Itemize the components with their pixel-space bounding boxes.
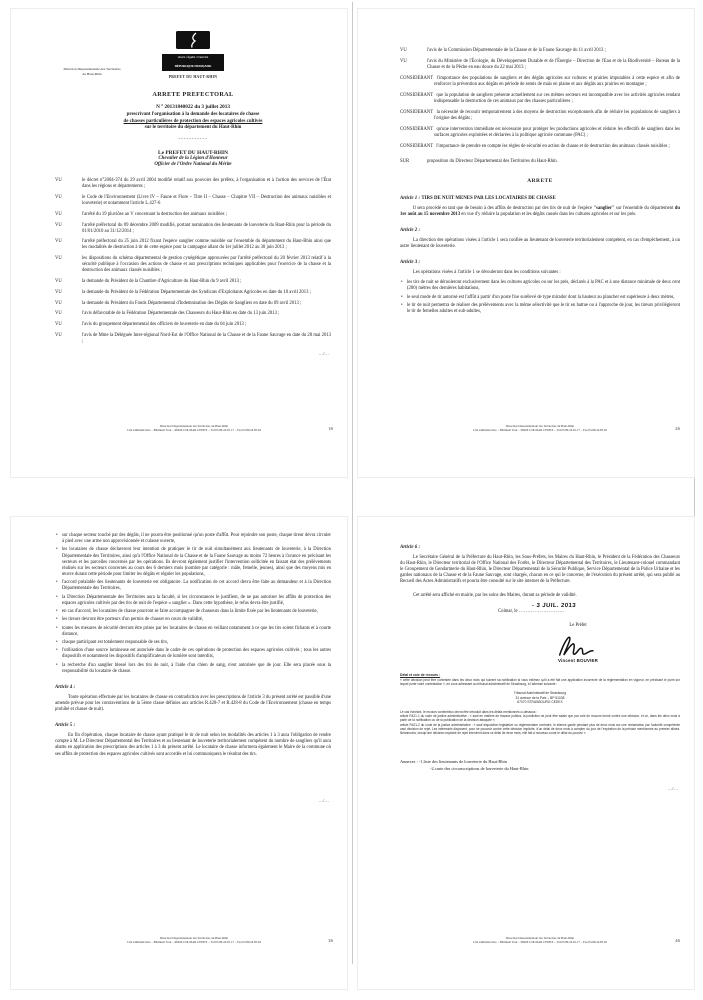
- vu-item: [55, 212, 331, 218]
- footer-line-1: Direction Départementale des Territoires du Haut-Rhin: [505, 935, 575, 940]
- vu-label: VU: [55, 195, 62, 201]
- considerant-text: la nécessité de recourir temporairement à des moyens de destruction exceptionnels afin de réduire les populations de sangliers à l'origine des dégâts ;: [434, 109, 681, 122]
- considerant-item: [400, 127, 680, 139]
- page-1: [10, 8, 348, 478]
- date-line: [492, 602, 664, 614]
- vu-item: [55, 322, 331, 328]
- prefect-title: Le PREFET DU HAUT-RHIN: [158, 149, 228, 156]
- considerant-label: CONSIDERANT: [400, 127, 434, 133]
- page-footer: [55, 936, 333, 945]
- agency-name-block: [33, 67, 151, 76]
- vu-item: [55, 301, 331, 307]
- date-dotted-line: ..........................: [518, 608, 565, 614]
- vu-item: [400, 59, 680, 71]
- appeal-paragraph-1: « cette décision peut être contestée dans les deux mois qui suivent sa notification si vous estimez qu'il a été fait une application incorrecte de la réglementation en vigueur, en précisant le point sur lequel porte votre contestation », en vous adressant au tribunal administratif de Strasbourg, à l'adresse suivante :: [400, 677, 680, 686]
- condition-item: • la recherche d'un sanglier blessé lors des tirs de nuit, à l'aide d'un chien de sang, n'est autorisée que de jour. Elle sera placée sous la responsabilité du locataire de chasse.: [55, 663, 331, 675]
- separator-rule: -----------: [178, 136, 208, 142]
- considerant-label: CONSIDERANT: [400, 92, 434, 98]
- prefect-honor-2: Officier de l'Ordre National du Mérite: [154, 162, 232, 168]
- condition-item: • les tirs de nuit se dérouleront exclusivement dans les cultures agricoles ou sur les prés, déclarés à la PAC et à une distance minimale de deux cent (200) mètres des dernières habitations,: [400, 280, 680, 292]
- footer-line-1: Direction Départementale des Territoires du Haut-Rhin: [159, 423, 229, 428]
- footer-line-2: Cité administrative – Bâtiment Tour – 68026 COLMAR CEDEX – Tél.03.89.24.81.17 – Fax.03.89.24.85.62: [126, 940, 262, 945]
- considerant-text: que la population de sangliers présente actuellement sur ces mêmes secteurs est incompatible avec les activités agricoles rendant indispensable la destruction de ces animaux par des chasses particulières ;: [434, 92, 680, 104]
- article-3-label: Article 3 :: [400, 260, 421, 266]
- vu-text: l'avis de la Commission Départementale de la Chasse et de la Faune Sauvage du 11 avril 2013 ;: [427, 48, 606, 53]
- scan-artifact-line: [352, 2, 353, 964]
- vu-label: VU: [400, 48, 407, 53]
- appeal-paragraph-2: Le cas échéant, le recours contentieux devra être introduit dans les délais mentionnés ci-dessous :: [400, 709, 538, 714]
- condition-item: • les locataires de chasse déclareront leur intention de pratiquer le tir de nuit simultanément aux lieutenants de louveterie, à la Direction Départementale des Territoires, ainsi qu'à l'Office National de la Chasse et de la Faune Sauvage au moins 72 heures à l'avance en précisant les secteurs et les parcelles concernés par les opérations. Ils devront également justifier l'intervention sollicitée en faisant état des prélèvements réalisés sur les secteurs concernés au cours des 6 derniers mois (nombre par catégorie : mâle, femelle, jeunes), ainsi que des moyens mis en œuvre durant cette période pour limiter les dégâts et réguler les populations,: [55, 547, 331, 578]
- subtitle-line-2: de chasses particulières de protection des espaces agricoles cultivés: [123, 118, 263, 124]
- vu-label: VU: [55, 332, 62, 338]
- article-1-label: Article 1 :: [400, 195, 421, 201]
- considerant-item: [400, 76, 680, 88]
- continuation-mark: …/…: [318, 797, 329, 803]
- considerant-item: [400, 144, 680, 150]
- vu-label: VU: [55, 300, 62, 306]
- agency-line-1: Direction Départementale des Territoires: [63, 67, 121, 71]
- vu-text: l'arrêté préfectoral du 09 décembre 2009 modifié, portant nomination des lieutenants de louveterie du Haut-Rhin pour la période du 01/01/2010 au 31/12/2014 ;: [82, 222, 331, 234]
- vu-label: VU: [55, 279, 62, 285]
- condition-item: • chaque participant est totalement responsable de ses tirs,: [55, 640, 331, 646]
- considerant-item: [400, 93, 680, 105]
- continuation-mark: …/…: [318, 350, 329, 356]
- article-1-text-1: Il sera procédé en tant que de besoin à des affûts de destruction par des tirs de nuit de l'espèce: [413, 205, 594, 211]
- date-label: Colmar, le: [498, 608, 518, 614]
- signer-title: Le Préfet: [569, 622, 587, 628]
- vu-text: l'arrêté préfectoral du 25 juin 2012 fixant l'espèce sanglier comme nuisible sur l'ensemble du département du Haut-Rhin ainsi que les modalités de destruction à tir de cette espèce pour la campagne allant du 1er juillet 2012 au 30 juin 2013 ;: [82, 239, 331, 251]
- footer-line-1: Direction Départementale des Territoires du Haut-Rhin: [159, 935, 229, 940]
- article-4-heading: [55, 685, 331, 690]
- article-1-bold-2: du 1er août au 15 novembre 2013: [400, 205, 680, 217]
- sur-row: [400, 159, 680, 165]
- article-5-label: Article 5 :: [55, 723, 76, 729]
- vu-text: le Code de l'Environnement (Livre IV – Faune et Flore – Titre II – Chasse – Chapitre VII – Destruction des animaux nuisibles et louveterie) et notamment l'article L.427-6: [82, 195, 331, 207]
- considerant-label: CONSIDERANT: [400, 144, 434, 150]
- sur-text: proposition du Directeur Départemental des Territoires du Haut-Rhin.: [427, 158, 558, 164]
- vu-item: [55, 311, 331, 317]
- article-6-label: Article 6 :: [400, 545, 421, 550]
- vu-label: VU: [55, 211, 62, 217]
- article-5-paragraph: En fin d'opération, chaque locataire de chasse ayant pratiqué le tir de nuit selon les modalités des articles 1 à 3 aura l'obligation de rendre compte à M. Le Directeur Départemental des Territoires et au lieutenant de louveterie territorialement compétent du nombre de sangliers qu'il aura abattu en application des prescriptions des articles 1 à 3 du présent arrêté. Le locataire de chasse informera également le Maire de la commune où ses affûts de protection des espaces agricoles cultivés sont accordés et lui communiquera le résultat des tirs.: [55, 733, 331, 757]
- considerant-label: CONSIDERANT: [400, 75, 434, 81]
- sur-label: SUR: [400, 158, 410, 164]
- footer-line-2: Cité administrative – Bâtiment Tour – 68026 COLMAR CEDEX – Tél.03.89.24.81.17 – Fax.03.89.24.85.62: [472, 428, 608, 433]
- article-1-text-2: sur l'ensemble du département: [614, 205, 675, 211]
- vu-text: la demande du Président du Fonds Départemental d'Indemnisation des Dégâts de Sangliers en date du 09 avril 2013 ;: [82, 300, 302, 306]
- condition-item: • l'accord préalable des lieutenants de louveterie est obligatoire. La notification de cet accord devra être faite au demandeur et à la Direction Départementale des Territoires,: [55, 580, 331, 592]
- annexes-label: Annexes :: [400, 759, 418, 765]
- article-1-heading: [400, 196, 680, 201]
- vu-text: la demande du Président de la Chambre d'Agriculture du Haut-Rhin du 9 avril 2013 ;: [82, 279, 242, 285]
- article-4-paragraph: Toute opération effectuée par les locataires de chasse en contradiction avec les prescriptions de l'article 3 du présent arrêté est passible d'une amende prévue pour les contraventions de la 5ème classe définies aux articles R.428-7 et R.428-8 du Code de l'Environnement (chasse en temps prohibé et chasse de nuit).: [55, 694, 331, 713]
- vu-item: [55, 178, 331, 190]
- condition-item: • la Direction Départementale des Territoires aura la faculté, si les circonstances le justifient, de ne pas autoriser les affûts de protection des espaces agricoles cultivés par des tirs de nuit de l'espèce « sanglier ». Dans cette hypothèse, le refus devra être justifié,: [55, 595, 331, 607]
- vu-label: VU: [55, 256, 62, 262]
- prefet-caption: PREFET DU HAUT-RHIN: [168, 75, 218, 80]
- subtitle-line-3: sur le territoire du département du Haut-Rhin: [144, 125, 242, 131]
- vu-item: [400, 48, 680, 54]
- arrete-heading: ARRETE: [527, 177, 553, 184]
- vu-item: [55, 195, 331, 207]
- page-number: 4/6: [675, 938, 680, 943]
- logo-republic: RÉPUBLIQUE FRANÇAISE: [162, 62, 224, 71]
- vu-label: VU: [55, 289, 62, 295]
- footer-line-1: Direction Départementale des Territoires du Haut-Rhin: [505, 423, 575, 428]
- appeal-notice-title: Délai et voie de recours :: [400, 672, 441, 677]
- condition-item: • le seul mode de tir autorisé est l'affût à partir d'un poste fixe surélevé de type mirador dont la hauteur au plancher est supérieure à deux mètres,: [400, 295, 680, 301]
- vu-text: l'avis du Ministère de l'Écologie, du Développement Durable et de l'Énergie – Direction de l'Eau et de la Biodiversité – Bureau de la Chasse et de la Pêche en eau douce du 22 mai 2013 ;: [427, 58, 680, 70]
- display-notice-paragraph: Cet arrêté sera affiché en mairie, par les soins des Maires, durant sa période de validité.: [413, 592, 577, 598]
- article-2-heading: [400, 228, 680, 233]
- annex-2: -2.carte des circonscriptions de louveterie du Haut-Rhin: [430, 765, 529, 771]
- vu-label: VU: [55, 311, 62, 317]
- vu-item: [55, 239, 331, 251]
- vu-label: VU: [55, 239, 62, 245]
- vu-list: [55, 178, 331, 345]
- tribunal-name: Tribunal Administratif de Strasbourg: [513, 691, 567, 696]
- vu-item: [55, 256, 331, 274]
- prefect-honor-1: Chevalier de la Légion d'Honneur: [158, 155, 228, 161]
- appeal-paragraph-3: article R421-1 du code de justice administrative : « sauf en matière de travaux publics, la juridiction ne peut être saisie que par voie de recours formé contre une décision, et ce, dans les deux mois à partir de la notification ou de la publication de la décision attaquée »,: [400, 714, 680, 723]
- article-1-paragraph: [400, 206, 680, 218]
- considerant-text: l'importance des populations de sangliers et des dégâts agricoles sur cultures et prairies imputables à cette espèce et afin de renforcer la prévention aux dégâts en période de semis de maïs en plaine et aux dégâts aux prairies en montagne ;: [434, 75, 680, 87]
- condition-item: • le tir de nuit permettra de réaliser des prélèvements avec la même sélectivité que le tir en battue ou à l'approche de jour, les tireurs privilégieront le tir de femelles adultes et sub-adultes,: [400, 303, 680, 315]
- considerant-text: l'importance de prendre en compte les règles de sécurité en action de chasse et de destruction des animaux classés nuisibles ;: [436, 144, 670, 150]
- vu-text: l'avis du groupement départemental des officiers de louveterie en date du 04 juin 2013 ;: [82, 321, 247, 327]
- page-3: [10, 516, 348, 990]
- tribunal-street: 31 avenue de la Paix – BP 51038: [515, 695, 565, 700]
- footer-line-2: Cité administrative – Bâtiment Tour – 68026 COLMAR CEDEX – Tél.03.89.24.81.17 – Fax.03.89.24.85.62: [126, 428, 262, 433]
- signer-name: Vincent BOUVIER: [557, 657, 598, 663]
- condition-item: • sur chaque secteur touché par des dégâts, il ne pourra être positionné qu'un poste d'affût. Pour rejoindre son poste, chaque tireur devra circuler à pied avec une arme non approvisionnée et culasse ouverte,: [55, 533, 331, 545]
- page-4: [357, 516, 695, 990]
- considerant-text: qu'une intervention immédiate est nécessaire pour protéger les productions agricoles et réduire les effectifs de sangliers dans les surfaces agricoles exploitées et déclarées à la politique agricole commune (PAC) ;: [434, 127, 681, 139]
- page-number: 3/6: [328, 938, 333, 943]
- condition-item: • les tireurs devront être porteurs d'un permis de chasser en cours de validité,: [55, 617, 331, 623]
- conditions-list-continued: [55, 533, 331, 675]
- marianne-logo: [162, 31, 224, 79]
- vu-label: VU: [55, 321, 62, 327]
- article-1-text-3: en vue d'y réduire la population et les dégâts causés dans les cultures agricoles et sur les prés.: [460, 211, 637, 217]
- vu-text: la demande du Président de la Fédération Départementale des Syndicats d'Exploitants Agricoles en date du 10 avril 2013 ;: [82, 289, 311, 295]
- conditions-list: [400, 280, 680, 315]
- footer-line-2: Cité administrative – Bâtiment Tour – 68026 COLMAR CEDEX – Tél.03.89.24.81.17 – Fax.03.89.24.85.62: [472, 940, 608, 945]
- annexes-block: [400, 759, 680, 772]
- article-4-label: Article 4 :: [55, 684, 76, 690]
- article-3-heading: [400, 260, 680, 265]
- vu-text: les dispositions du schéma départemental de gestion cynégétique approuvées par l'arrêté préfectoral du 20 février 2013 relatif à la sécurité publique à l'occasion des actions de chasse et aux prescriptions techniques applicables pour l'exercice de la chasse et la destruction des animaux classés nuisibles ;: [82, 256, 331, 274]
- page-footer: [400, 424, 680, 433]
- condition-item: • en cas d'accord, les locataires de chasse pourront se faire accompagner de chasseurs dans la limite fixée par les lieutenants de louveterie,: [55, 609, 331, 615]
- appeal-paragraph-4: article R421-2 du code de la justice administrative : « sauf disposition législative ou réglementaire contraire, le silence gardé pendant plus de deux mois sur une réclamation par l'autorité compétente vaut décision de rejet. Les intéressés disposent, pour se pourvoir contre cette décision implicite, d'un délai de deux mois à compter du jour de l'expiration de la période mentionnée au premier alinéa. Néanmoins, lorsqu'une décision explicite de rejet intervient dans ce délai de deux mois, elle fait à nouveau courir le délai du pourvoi ».: [400, 722, 680, 736]
- signature-block: [492, 602, 664, 663]
- agency-line-2: du Haut-Rhin: [82, 71, 102, 76]
- article-2-label: Article 2 :: [400, 227, 421, 233]
- page-number: 1/6: [328, 426, 333, 431]
- vu-text: l'avis défavorable de la Fédération Départementale des Chasseurs du Haut-Rhin en date du 13 juin 2013 ;: [82, 311, 280, 317]
- considerant-item: [400, 110, 680, 122]
- vu-text: l'arrêté du 19 pluviôse an V concernant la destruction des animaux nuisibles ;: [82, 211, 227, 217]
- considerant-list: [400, 76, 680, 151]
- decree-number: N ° 20131840022 du 3 juillet 2013: [156, 104, 230, 111]
- vu-item: [55, 223, 331, 235]
- condition-item: • toutes les mesures de sécurité devront être prises par les locataires de chasse en veillant notamment à ce que les tirs soient fichants et à courte distance,: [55, 626, 331, 638]
- date-stamp: - 3 JUIL. 2013: [531, 602, 577, 609]
- page-number: 2/6: [675, 426, 680, 431]
- vu-label: VU: [55, 222, 62, 228]
- vu-item: [55, 290, 331, 296]
- article-5-heading: [55, 723, 331, 728]
- tribunal-address: [400, 691, 680, 705]
- vu-text: l'avis de Mme la Déléguée Inter-régional Nord-Est de l'Office National de la Chasse et de la Faune Sauvage en date du 28 mai 2013 ;: [82, 332, 331, 344]
- article-1-title: TIRS DE NUIT MENES PAR LES LOCATAIRES DE CHASSE: [421, 195, 556, 201]
- page-footer: [55, 424, 333, 433]
- vu-list: [400, 48, 680, 71]
- article-6-paragraph: Le Secrétaire Général de la Préfecture du Haut-Rhin, les Sous-Préfets, les Maires du Haut-Rhin, le Président de la Fédération des Chasseurs du Haut-Rhin, le Directeur territorial de l'Office National des Forêts, le Directeur Départemental des Territoires, le Lieutenant-colonel commandant le Groupement de Gendarmerie du Haut-Rhin, le Directeur Départemental de la Sécurité Publique, Service Départemental de la Police Urbaine et les gardes nationaux de la Chasse et de la Faune Sauvage, sont chargés, chacun en ce qui le concerne, de l'exécution du présent arrêté, qui sera publié au Recueil des Actes Administratifs et pourra être consulté sur le site internet de la Préfecture.: [400, 555, 680, 585]
- vu-item: [55, 279, 331, 285]
- vu-item: [55, 333, 331, 345]
- vu-label: VU: [400, 58, 407, 64]
- signature-icon: [553, 632, 603, 658]
- article-2-paragraph: La direction des opérations visées à l'article 1 sera confiée au lieutenant de louveterie territorialement compétent, en cas d'empêchement, à un autre lieutenant de louveterie.: [400, 237, 680, 249]
- logo-motto: Liberté • Égalité • Fraternité: [162, 54, 224, 62]
- considerant-label: CONSIDERANT: [400, 109, 434, 115]
- page-2: [357, 8, 695, 478]
- continuation-mark: …/…: [667, 786, 678, 792]
- tribunal-city: 67070 STRASBOURG CEDEX: [517, 700, 563, 705]
- condition-item: • l'utilisation d'une source lumineuse est autorisée dans le cadre de ces opérations de protection des espaces agricoles cultivés ; tous les autres dispositifs et notamment les dispositifs d'amplificateurs de lumière sont interdits,: [55, 648, 331, 660]
- article-1-bold-1: "sanglier": [593, 205, 615, 211]
- vu-label: VU: [55, 178, 62, 184]
- document-title: ARRETE PREFECTORAL: [152, 91, 234, 99]
- vu-text: le décret n°2004-374 du 29 avril 2004 modifié relatif aux pouvoirs des préfets, à l'organisation et à l'action des services de l'État dans les régions et départements ;: [82, 178, 331, 190]
- article-3-intro: Les opérations visées à l'article 1 se dérouleront dans les conditions suivantes :: [413, 270, 561, 276]
- subtitle-line-1: prescrivant l'organisation à la demande des locataires de chasse: [126, 112, 260, 118]
- marianne-figure-icon: [176, 31, 210, 49]
- appeal-notice-block: [400, 673, 680, 736]
- annex-1: -1.liste des lieutenants de louveterie du Haut-Rhin: [418, 759, 507, 765]
- article-6-heading: [400, 545, 680, 550]
- page-footer: [400, 936, 680, 945]
